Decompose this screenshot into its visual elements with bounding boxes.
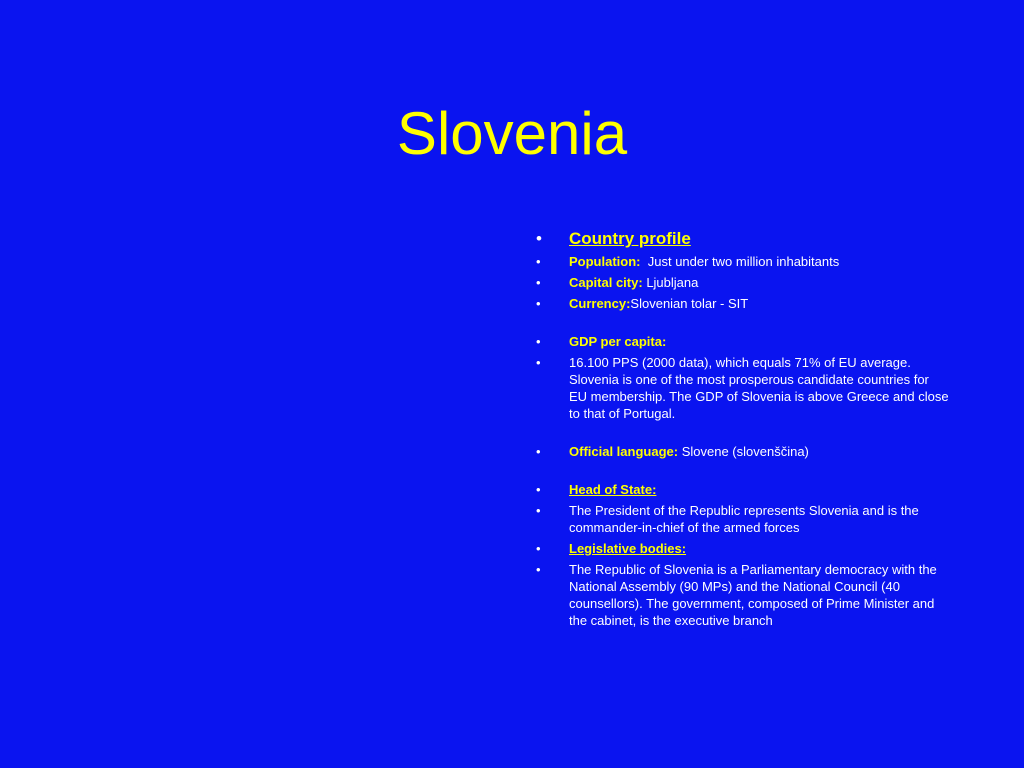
bullet-population [530,253,950,270]
bullet-icon: • [536,334,541,349]
language-value: Slovene (slovenščina) [681,444,809,459]
bullet-head-label [530,481,950,498]
country-profile-heading: Country profile [569,229,691,248]
bullet-icon: • [536,541,541,556]
bullet-icon: • [536,254,541,269]
population-label: Population: [569,254,641,269]
currency-value: Slovenian tolar - SIT [630,296,749,311]
bullet-icon: • [536,275,541,290]
bullet-country-profile [530,228,950,250]
bullet-icon: • [536,229,542,248]
bullet-legislative-text [530,561,950,629]
population-value: Just under two million inhabitants [647,254,840,269]
head-of-state-label: Head of State: [569,482,657,497]
bullet-head-text [530,502,950,536]
bullet-language [530,443,950,460]
gdp-label: GDP per capita: [569,334,667,349]
currency-label: Currency: [569,296,631,311]
bullet-gdp-text [530,354,950,422]
bullet-icon: • [536,355,541,370]
legislative-bodies-text: The Republic of Slovenia is a Parliamentary democracy with the National Assembly (90 MPs) and the National Council (40 counsellors). The government, composed of Prime Minister and the cabinet, is the executive branch [569,562,937,628]
gdp-text: 16.100 PPS (2000 data), which equals 71% of EU average. Slovenia is one of the most prosperous candidate countries for EU membership. The GDP of Slovenia is above Greece and close to that of Portugal. [569,355,949,421]
bullet-capital [530,274,950,291]
bullet-icon: • [536,444,541,459]
bullet-gdp-label [530,333,950,350]
head-of-state-text: The President of the Republic represents Slovenia and is the commander-in-chief of the armed forces [569,503,919,535]
bullet-icon: • [536,482,541,497]
language-label: Official language: [569,444,679,459]
capital-label: Capital city: [569,275,643,290]
bullet-list [530,228,950,633]
bullet-icon: • [536,503,541,518]
legislative-bodies-label: Legislative bodies: [569,541,687,556]
bullet-legislative-label [530,540,950,557]
bullet-icon: • [536,296,541,311]
slide-title: Slovenia [396,100,628,167]
bullet-currency [530,295,950,312]
bullet-icon: • [536,562,541,577]
capital-value: Ljubljana [646,275,699,290]
